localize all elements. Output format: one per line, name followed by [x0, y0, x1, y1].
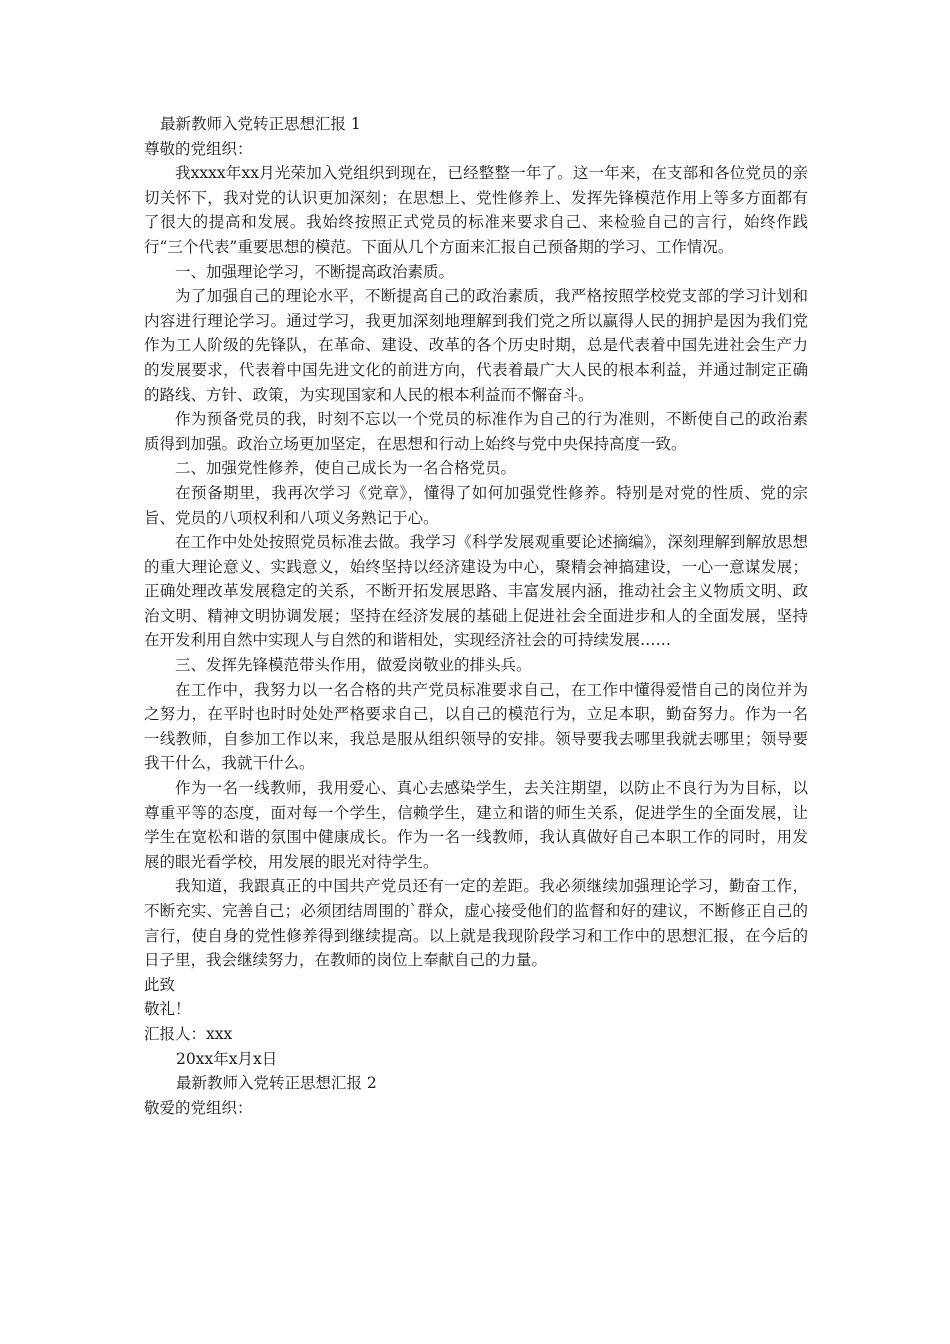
- section-heading-3: 三、发挥先锋模范带头作用，做爱岗敬业的排头兵。: [175, 656, 532, 675]
- body-paragraph: 我知道，我跟真正的中国共产党员还有一定的差距。我必须继续加强理论学习，勤奋工作，不断充实、完善自己；必须团结周围的`群众，虚心接受他们的监督和好的建议，不断修正自己的言行，使自身的党性修养得到继续提高。以上就是我现阶段学习和工作中的思想汇报，在今后的日子里，我会继续努力，在教师的岗位上奉献自己的力量。: [144, 877, 808, 970]
- closing-line-1: 此致: [144, 975, 176, 994]
- section-heading-2: 二、加强党性修养，使自己成长为一名合格党员。: [175, 459, 517, 478]
- body-paragraph: 在工作中处处按照党员标准去做。我学习《科学发展观重要论述摘编》，深刻理解到解放思想的重大理论意义、实践意义，始终坚持以经济建设为中心，聚精会神搞建设，一心一意谋发展；正确处理改革发展稳定的关系，不断开拓发展思路、丰富发展内涵，推动社会主义物质文明、政治文明、精神文明协调发展；坚持在经济发展的基础上促进社会全面进步和人的全面发展，坚持在开发利用自然中实现人与自然的和谐相处，实现经济社会的可持续发展……: [144, 533, 808, 650]
- body-paragraph: 我xxxx年xx月光荣加入党组织到现在，已经整整一年了。这一年来，在支部和各位党员的亲切关怀下，我对党的认识更加深刻；在思想上、党性修养上、发挥先锋模范作用上等多方面都有了很大的提高和发展。我始终按照正式党员的标准来要求自己、来检验自己的言行，始终作践行“三个代表”重要思想的模范。下面从几个方面来汇报自己预备期的学习、工作情况。: [144, 164, 808, 256]
- section-heading-1: 一、加强理论学习，不断提高政治素质。: [175, 262, 455, 281]
- document-page: [144, 112, 808, 1120]
- body-paragraph: 作为预备党员的我，时刻不忘以一个党员的标准作为自己的行为准则，不断使自己的政治素质得到加强。政治立场更加坚定，在思想和行动上始终与党中央保持高度一致。: [144, 410, 808, 453]
- date-line: 20xx年x月x日: [176, 1049, 278, 1068]
- document-title-1: 最新教师入党转正思想汇报 1: [160, 115, 361, 133]
- closing-line-2: 敬礼！: [144, 1000, 191, 1019]
- body-paragraph: 作为一名一线教师，我用爱心、真心去感染学生，去关注期望，以防止不良行为为目标，以尊重平等的态度，面对每一个学生，信赖学生，建立和谐的师生关系，促进学生的全面发展，让学生在宽松和谐的氛围中健康成长。作为一名一线教师，我认真做好自己本职工作的同时，用发展的眼光看学校，用发展的眼光对待学生。: [144, 779, 808, 871]
- salutation-1: 尊敬的党组织：: [144, 139, 253, 158]
- body-paragraph: 在预备期里，我再次学习《党章》，懂得了如何加强党性修养。特别是对党的性质、党的宗旨、党员的八项权利和八项义务熟记于心。: [144, 483, 808, 527]
- salutation-2: 敬爱的党组织：: [144, 1098, 253, 1117]
- body-paragraph: 在工作中，我努力以一名合格的共产党员标准要求自己，在工作中懂得爱惜自己的岗位并为之努力，在平时也时时处处严格要求自己，以自己的模范行为，立足本职，勤奋努力。作为一名一线教师，自参加工作以来，我总是服从组织领导的安排。领导要我去哪里我就去哪里；领导要我干什么，我就干什么。: [144, 680, 808, 773]
- reporter-line: 汇报人：xxx: [144, 1024, 233, 1043]
- document-title-2: 最新教师入党转正思想汇报 2: [176, 1074, 377, 1093]
- body-paragraph: 为了加强自己的理论水平，不断提高自己的政治素质，我严格按照学校党支部的学习计划和内容进行理论学习。通过学习，我更加深刻地理解到我们党之所以赢得人民的拥护是因为我们党作为工人阶级的先锋队，在革命、建设、改革的各个历史时期，总是代表着中国先进社会生产力的发展要求，代表着中国先进文化的前进方向，代表着最广大人民的根本利益，并通过制定正确的路线、方针、政策，为实现国家和人民的根本利益而不懈奋斗。: [144, 287, 808, 404]
